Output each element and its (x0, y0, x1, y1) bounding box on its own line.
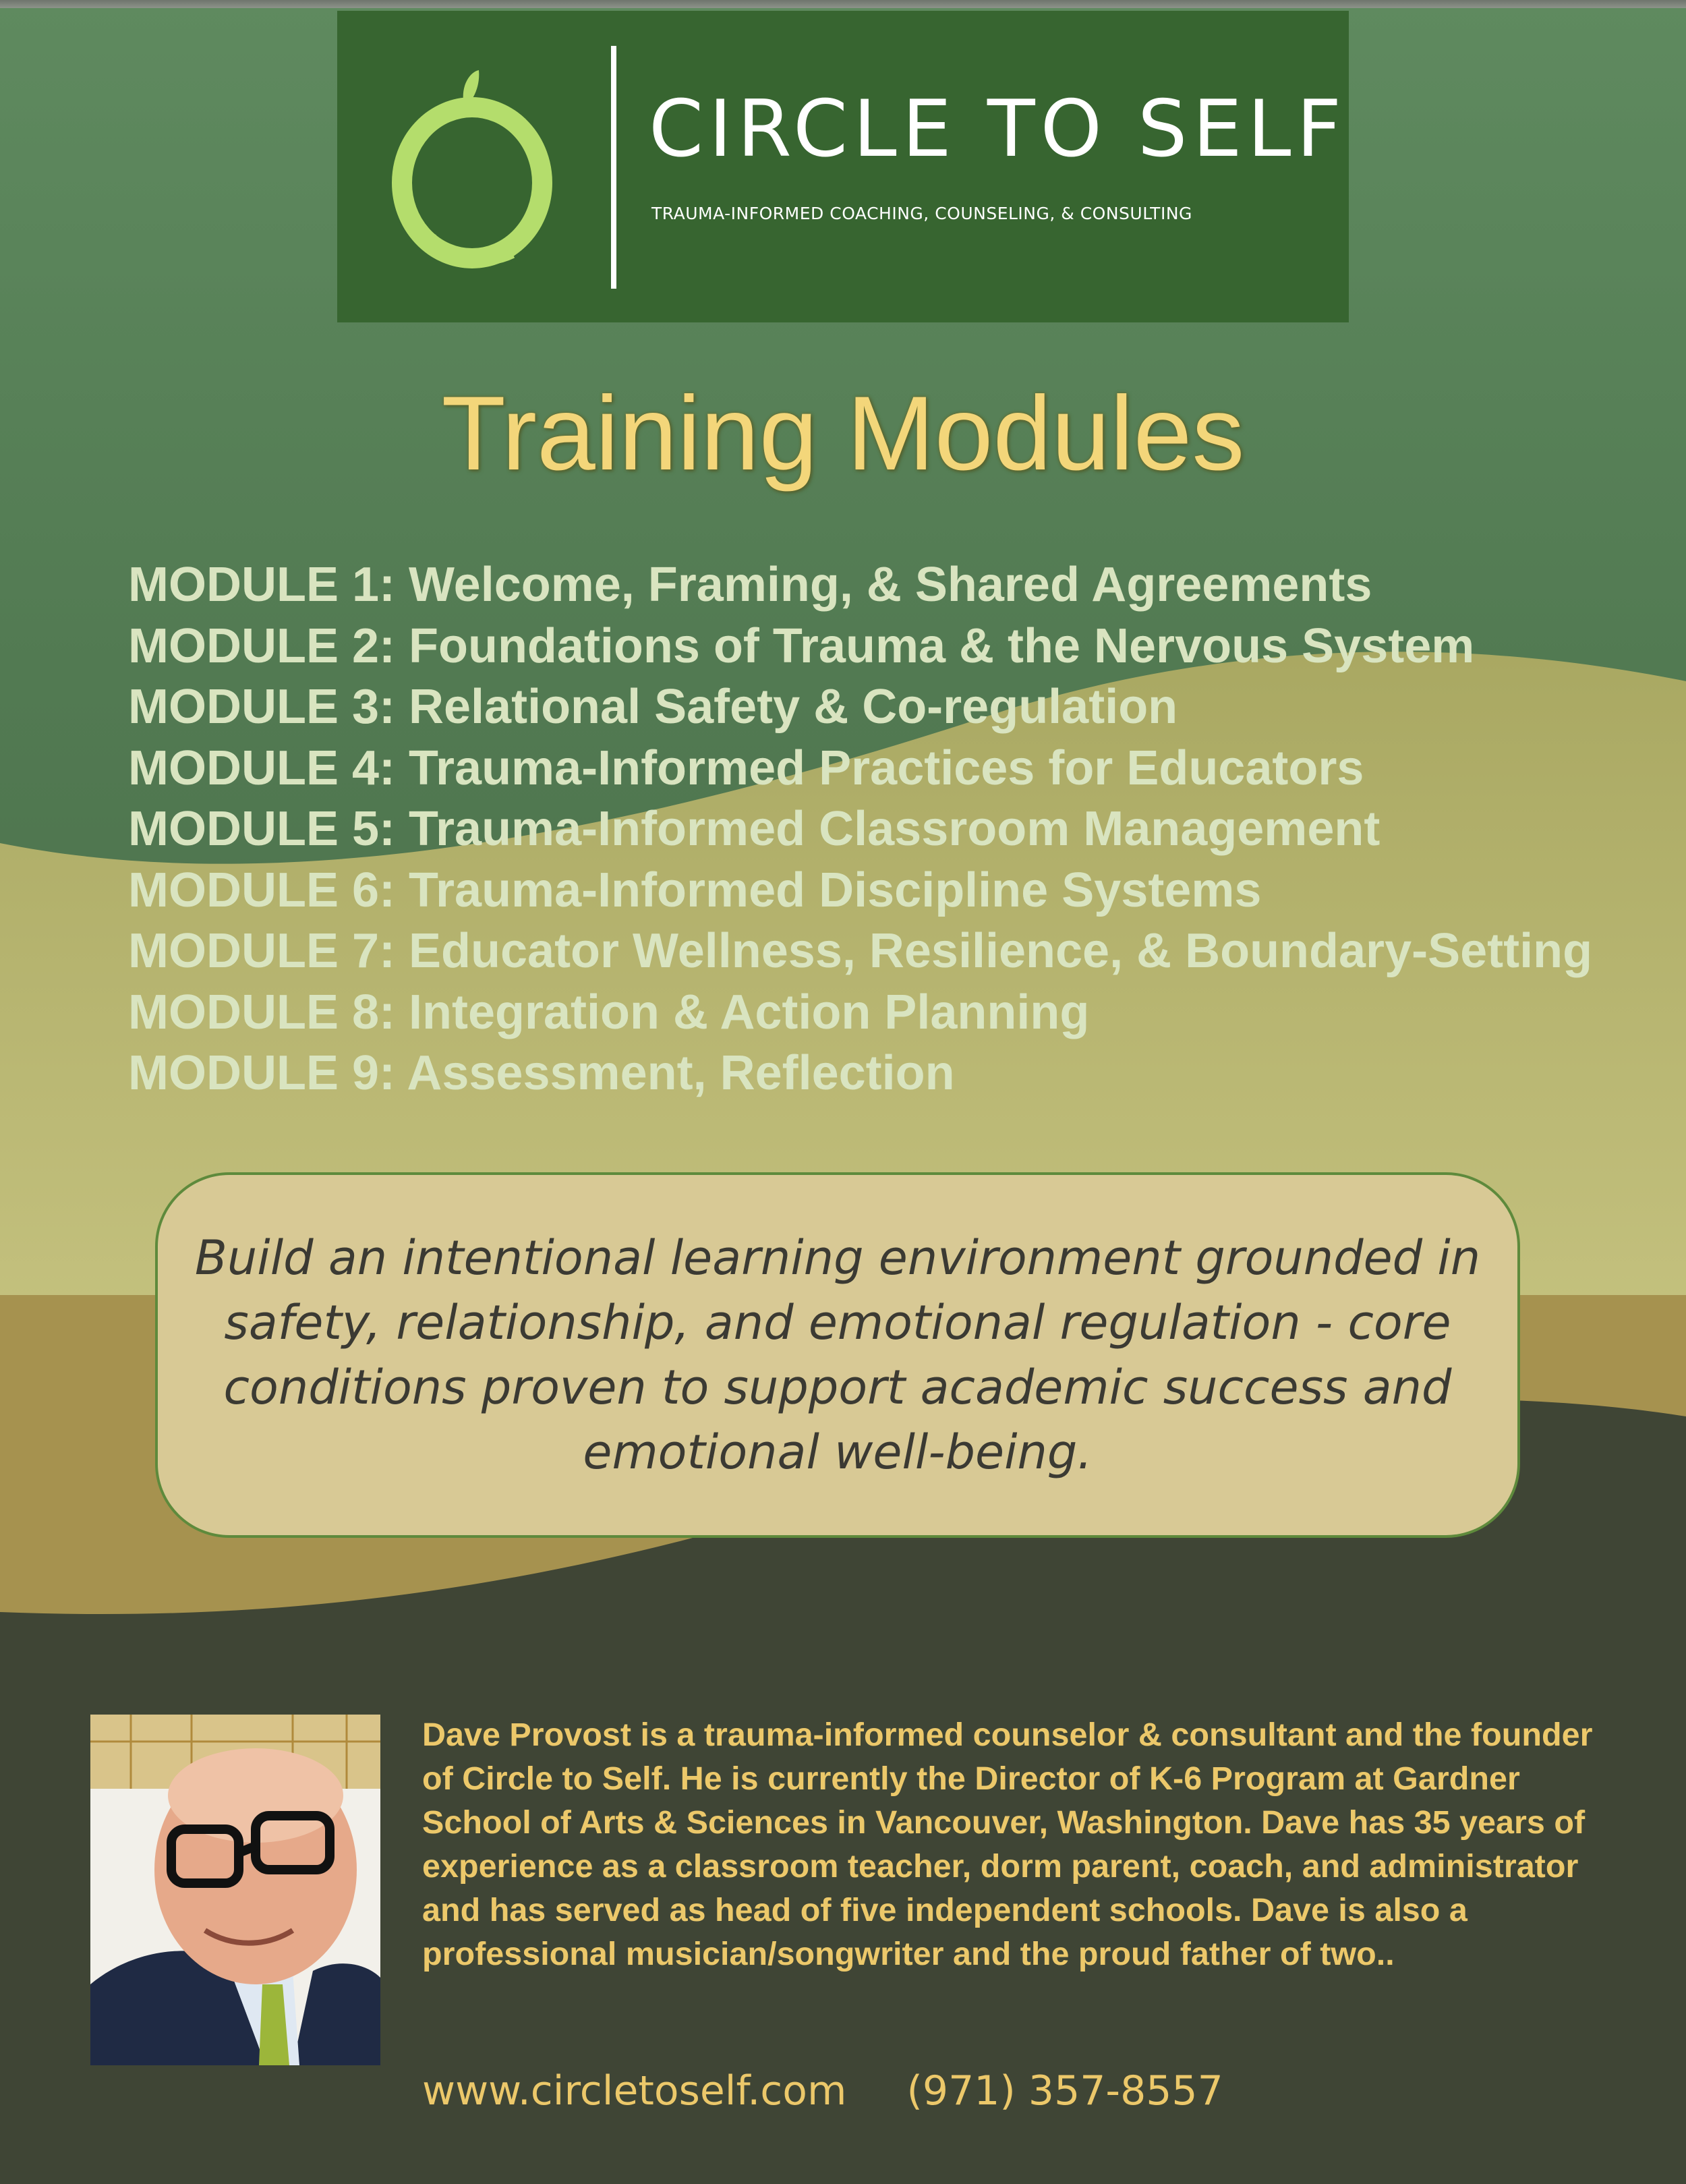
brand-tagline: TRAUMA-INFORMED COACHING, COUNSELING, & CONSULTING (651, 204, 1192, 223)
logo-divider (611, 46, 616, 289)
logo-banner (337, 11, 1349, 322)
phone-number[interactable]: (971) 357-8557 (906, 2067, 1223, 2115)
module-item: MODULE 9: Assessment, Reflection (128, 1046, 955, 1100)
module-item: MODULE 8: Integration & Action Planning (128, 985, 1090, 1039)
website-link[interactable]: www.circletoself.com (422, 2067, 847, 2115)
module-item: MODULE 2: Foundations of Trauma & the Nervous System (128, 619, 1475, 673)
quote-box (155, 1172, 1520, 1538)
brand-name: CIRCLE TO SELF (649, 84, 1347, 175)
module-item: MODULE 4: Trauma-Informed Practices for Educators (128, 741, 1364, 795)
module-item: MODULE 7: Educator Wellness, Resilience, & Boundary-Setting (128, 924, 1593, 978)
contact-info (422, 2067, 1223, 2115)
module-item: MODULE 6: Trauma-Informed Discipline Systems (128, 863, 1262, 917)
module-item: MODULE 1: Welcome, Framing, & Shared Agreements (128, 558, 1372, 612)
bio-text: Dave Provost is a trauma-informed counselor & consultant and the founder of Circle to Self. He is currently the Director of K-6 Program at Gardner School of Arts & Sciences in Vancouver, Washington. Dave has 35 years of experience as a classroom teacher, dorm parent, coach, and administrator and has served as head of five independent schools. Dave is also a professional musician/songwriter and the proud father of two.. (422, 1717, 1593, 1972)
portrait-photo (90, 1715, 380, 2065)
enso-circle-icon (384, 65, 560, 281)
page-title: Training Modules (441, 375, 1245, 492)
module-list (128, 554, 1592, 1104)
quote-text: Build an intentional learning environment grounded in safety, relationship, and emotional regulation - core conditions proven to support academic success and emotional well-being. (194, 1230, 1481, 1480)
top-strip (0, 0, 1686, 8)
module-item: MODULE 3: Relational Safety & Co-regulation (128, 680, 1178, 734)
module-item: MODULE 5: Trauma-Informed Classroom Management (128, 802, 1380, 856)
